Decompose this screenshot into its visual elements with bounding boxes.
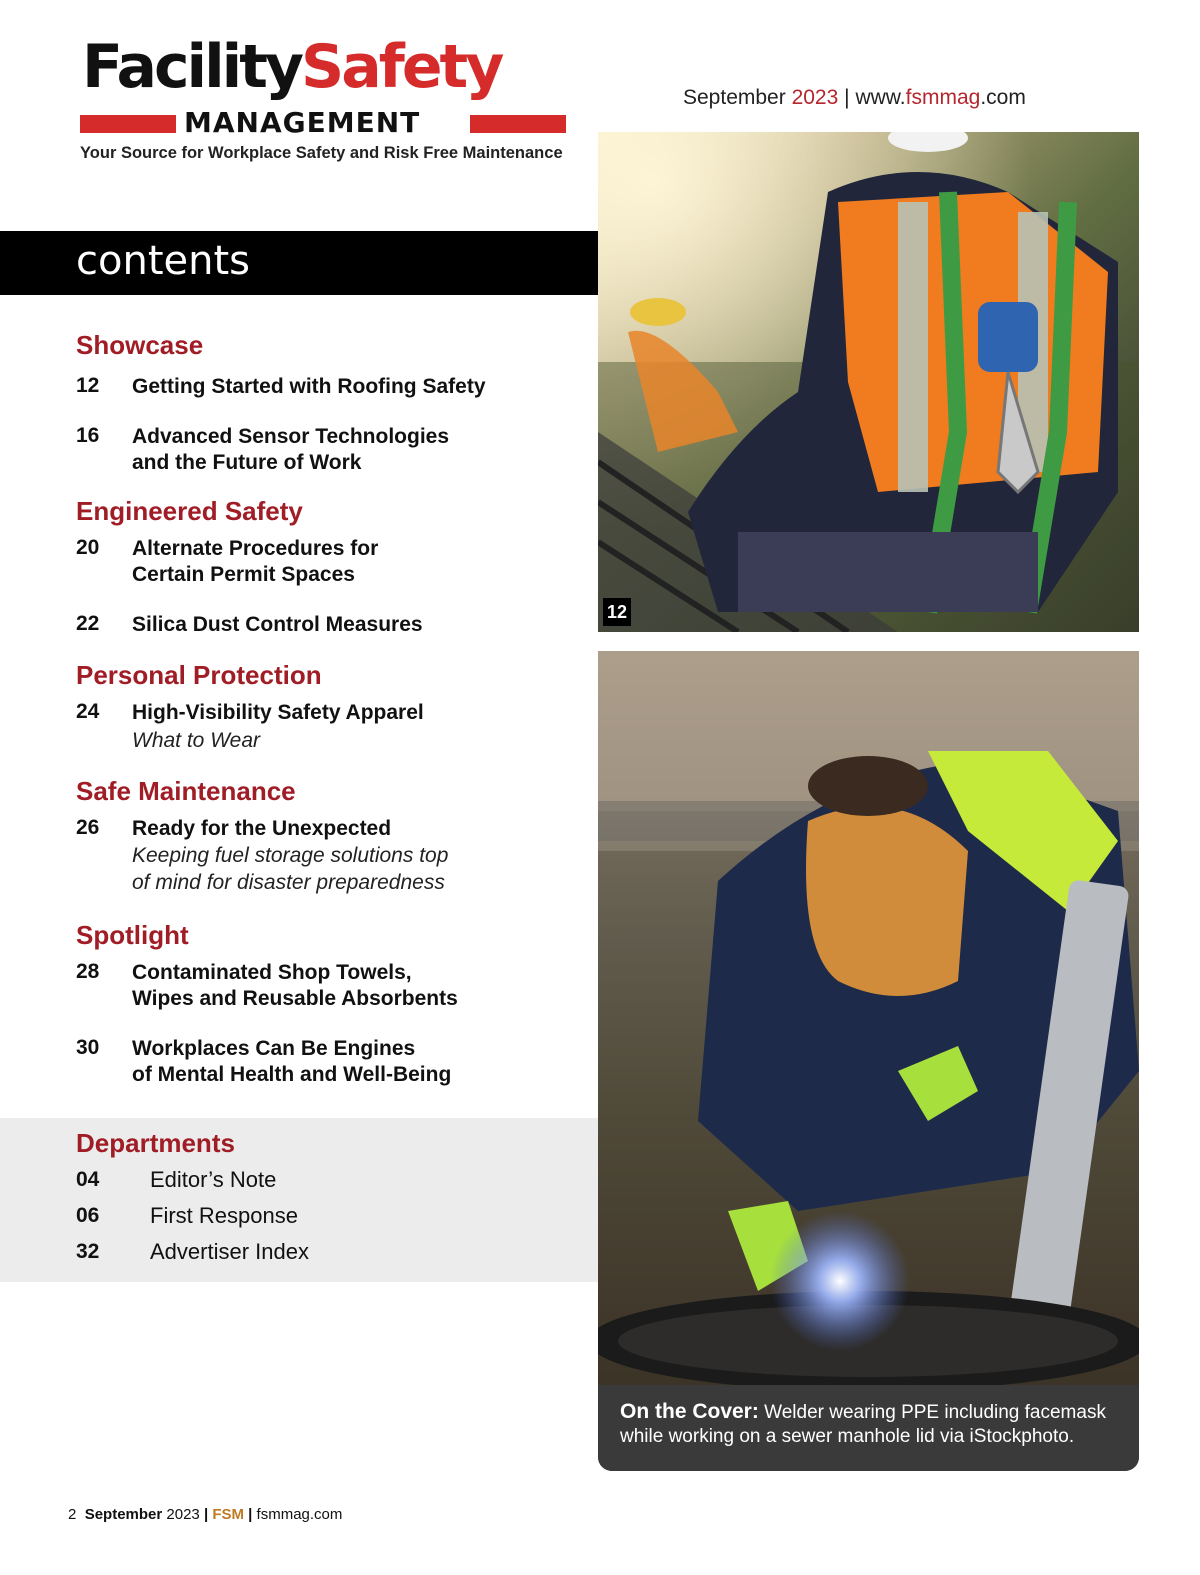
section-heading-safe-maintenance: Safe Maintenance [76,776,296,806]
footer-brand: FSM [212,1506,244,1523]
dept-entry-title[interactable]: Editor’s Note [150,1167,277,1192]
footer-year: 2023 [166,1506,200,1523]
toc-page-number: 26 [76,816,100,839]
toc-entry-subtitle: What to Wear [132,729,260,752]
logo-bar-right [470,115,566,133]
section-heading-engineered-safety: Engineered Safety [76,496,303,526]
roofing-worker-illustration [598,132,1139,632]
toc-entry-title[interactable]: Ready for the Unexpected [132,817,392,840]
toc-page-number: 28 [76,960,100,983]
toc-entry-title-line2[interactable]: Wipes and Reusable Absorbents [132,987,458,1010]
page-number-badge: 12 [603,598,631,626]
footer-separator: | [248,1506,253,1523]
footer-month: September [84,1506,163,1523]
toc-page-number: 16 [76,424,100,447]
toc-entry-title[interactable]: Getting Started with Roofing Safety [132,375,486,398]
site-url[interactable] [855,86,1025,109]
logo-word-management: MANAGEMENT [184,106,421,139]
contents-title: contents [76,238,250,284]
logo-word-safety: Safety [301,32,502,102]
cover-welder-photo[interactable] [598,651,1139,1471]
logo-word-facility: Facility [82,32,302,102]
cover-caption-label: On the Cover: [620,1400,759,1423]
toc-page-number: 12 [76,374,100,397]
toc-entry-title-line2[interactable]: and the Future of Work [132,451,362,474]
section-heading-personal-protection: Personal Protection [76,660,322,690]
dept-page-number: 04 [76,1168,100,1191]
url-domain: fsmmag [905,86,981,109]
footer-separator: | [203,1506,209,1523]
logo-bar-left [80,115,176,133]
header-separator: | [844,86,850,109]
toc-entry-title[interactable]: Alternate Procedures for [132,537,379,560]
section-heading-spotlight: Spotlight [76,920,189,950]
section-heading-showcase: Showcase [76,330,204,360]
page-footer [68,1506,342,1523]
logo [82,28,582,106]
url-prefix: www. [855,86,906,109]
cover-caption-text: Welder wearing PPE including facemask while working on a sewer manhole lid via iStockphoto. [620,1402,1106,1447]
dept-entry-title[interactable]: First Response [150,1203,298,1228]
roofing-safety-photo[interactable] [598,132,1139,632]
toc-entry-title[interactable]: Workplaces Can Be Engines [132,1037,416,1060]
section-heading-departments: Departments [76,1128,235,1158]
toc-page-number: 30 [76,1036,100,1059]
issue-year: 2023 [791,86,839,109]
toc-entry-title[interactable]: Silica Dust Control Measures [132,613,423,636]
toc-entry-title-line2[interactable]: of Mental Health and Well-Being [132,1063,452,1086]
footer-page-number: 2 [68,1506,77,1523]
toc-page-number: 24 [76,700,100,723]
footer-site[interactable]: fsmmag.com [256,1506,343,1523]
url-suffix: .com [980,86,1026,109]
toc-entry-title[interactable]: Advanced Sensor Technologies [132,425,450,448]
logo-management-row [80,106,566,139]
issue-date-header [683,86,1026,110]
dept-entry-title[interactable]: Advertiser Index [150,1239,309,1264]
toc-entry-title[interactable]: Contaminated Shop Towels, [132,961,412,984]
tagline: Your Source for Workplace Safety and Risk Free Maintenance [80,144,563,162]
toc-entry-subtitle-line2: of mind for disaster preparedness [132,871,445,894]
issue-month: September [683,86,786,109]
toc-page-number: 22 [76,612,100,635]
toc-entry-title-line2[interactable]: Certain Permit Spaces [132,563,355,586]
toc-entry-title[interactable]: High-Visibility Safety Apparel [132,701,424,724]
toc-entry-subtitle: Keeping fuel storage solutions top [132,844,449,867]
cover-caption [620,1400,1120,1449]
toc-page-number: 20 [76,536,100,559]
welder-illustration [598,651,1139,1471]
dept-page-number: 06 [76,1204,100,1227]
dept-page-number: 32 [76,1240,100,1263]
